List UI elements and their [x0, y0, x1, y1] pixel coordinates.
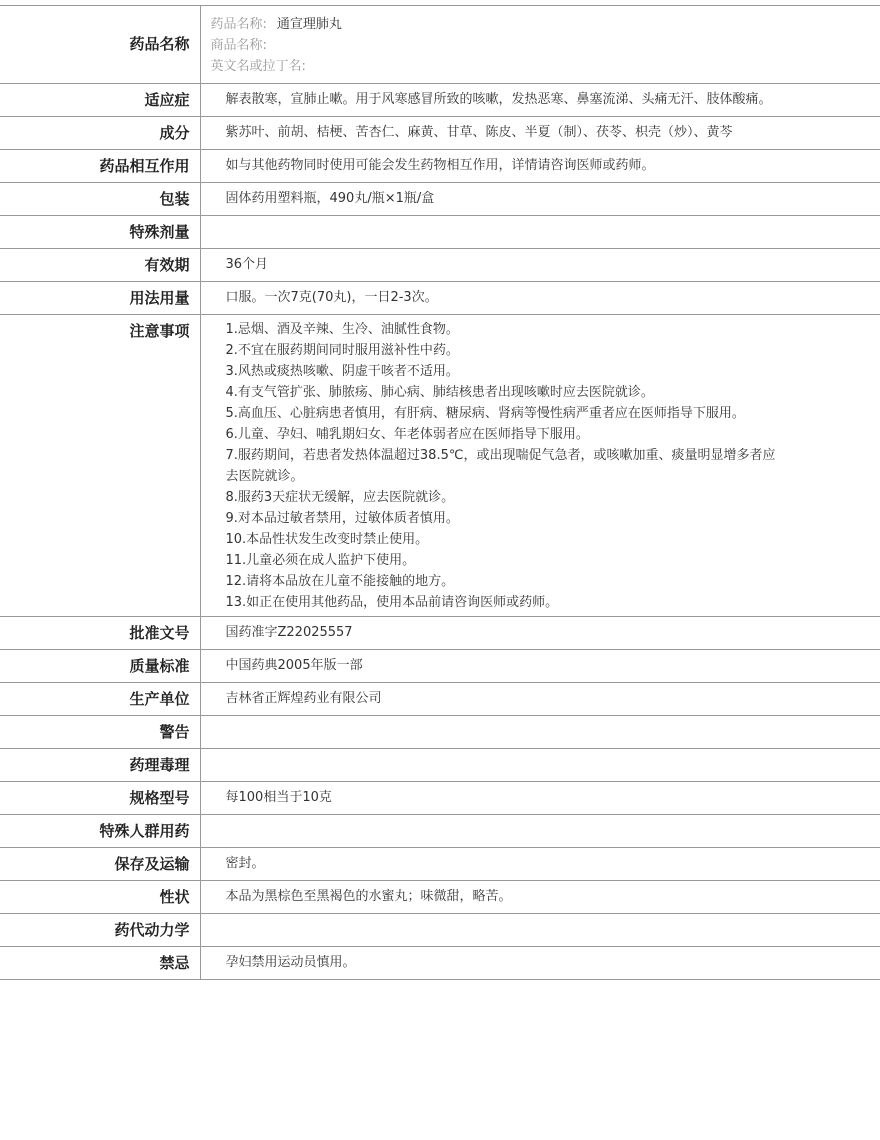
precaution-item: 7.服药期间，若患者发热体温超过38.5℃，或出现喘促气急者，或咳嗽加重、痰量明显增多者应去医院就诊。 — [225, 448, 776, 484]
precaution-item: 12.请将本品放在儿童不能接触的地方。 — [225, 574, 455, 589]
field-label: 药理毒理 — [0, 749, 200, 782]
row-precautions — [0, 315, 880, 617]
field-label: 警告 — [0, 716, 200, 749]
precaution-item: 5.高血压、心脏病患者慎用，有肝病、糖尿病、肾病等慢性病严重者应在医师指导下服用。 — [225, 406, 745, 421]
field-label: 适应症 — [0, 84, 200, 117]
precaution-item: 3.风热或痰热咳嗽、阴虚干咳者不适用。 — [225, 364, 459, 379]
specification-value: 每100相当于10克 — [200, 782, 880, 815]
precaution-item: 11.儿童必须在成人监护下使用。 — [225, 553, 416, 568]
dosage-value: 口服。一次7克(70丸)，一日2-3次。 — [200, 282, 880, 315]
shelf-life-value: 36个月 — [200, 249, 880, 282]
row-specification — [0, 782, 880, 815]
row-standard — [0, 650, 880, 683]
precaution-item: 9.对本品过敏者禁用，过敏体质者慎用。 — [225, 511, 459, 526]
row-special-dose — [0, 216, 880, 249]
row-interactions — [0, 150, 880, 183]
packaging-value: 固体药用塑料瓶，490丸/瓶×1瓶/盒 — [200, 183, 880, 216]
row-packaging — [0, 183, 880, 216]
ingredients-value: 紫苏叶、前胡、桔梗、苦杏仁、麻黄、甘草、陈皮、半夏（制）、茯苓、枳壳（炒）、黄芩 — [200, 117, 880, 150]
field-label: 用法用量 — [0, 282, 200, 315]
interactions-value: 如与其他药物同时使用可能会发生药物相互作用，详情请咨询医师或药师。 — [200, 150, 880, 183]
indications-value: 解表散寒，宣肺止嗽。用于风寒感冒所致的咳嗽，发热恶寒、鼻塞流涕、头痛无汗、肢体酸痛。 — [200, 84, 880, 117]
field-label: 注意事项 — [0, 315, 200, 617]
row-storage — [0, 848, 880, 881]
drug-name-value: 通宣理肺丸 — [276, 17, 342, 32]
precautions-list — [200, 315, 880, 617]
row-approval — [0, 617, 880, 650]
field-label: 性状 — [0, 881, 200, 914]
field-label: 保存及运输 — [0, 848, 200, 881]
row-ingredients — [0, 117, 880, 150]
trade-name-label: 商品名称: — [210, 38, 267, 53]
field-label: 有效期 — [0, 249, 200, 282]
warning-value — [200, 716, 880, 749]
drug-name-label: 药品名称: — [210, 17, 267, 32]
row-indications — [0, 84, 880, 117]
field-label: 特殊剂量 — [0, 216, 200, 249]
precaution-item: 6.儿童、孕妇、哺乳期妇女、年老体弱者应在医师指导下服用。 — [225, 427, 589, 442]
field-label: 规格型号 — [0, 782, 200, 815]
row-warning — [0, 716, 880, 749]
row-contraindications — [0, 947, 880, 980]
row-pharmacokinetics — [0, 914, 880, 947]
field-label: 特殊人群用药 — [0, 815, 200, 848]
contraindications-value: 孕妇禁用运动员慎用。 — [200, 947, 880, 980]
row-drug-name — [0, 6, 880, 84]
approval-value: 国药准字Z22025557 — [200, 617, 880, 650]
field-label: 生产单位 — [0, 683, 200, 716]
field-label: 成分 — [0, 117, 200, 150]
row-appearance — [0, 881, 880, 914]
special-groups-value — [200, 815, 880, 848]
precaution-item: 1.忌烟、酒及辛辣、生冷、油腻性食物。 — [225, 322, 459, 337]
field-label: 包装 — [0, 183, 200, 216]
drug-spec-table — [0, 5, 880, 980]
row-manufacturer — [0, 683, 880, 716]
field-label: 药品名称 — [0, 6, 200, 84]
appearance-value: 本品为黑棕色至黑褐色的水蜜丸；味微甜，略苦。 — [200, 881, 880, 914]
row-shelf-life — [0, 249, 880, 282]
field-label: 批准文号 — [0, 617, 200, 650]
drug-spec-sheet — [0, 5, 880, 980]
precaution-item: 2.不宜在服药期间同时服用滋补性中药。 — [225, 343, 459, 358]
field-label: 质量标准 — [0, 650, 200, 683]
field-label: 药品相互作用 — [0, 150, 200, 183]
row-special-groups — [0, 815, 880, 848]
precaution-item: 4.有支气管扩张、肺脓疡、肺心病、肺结核患者出现咳嗽时应去医院就诊。 — [225, 385, 654, 400]
field-label: 禁忌 — [0, 947, 200, 980]
row-pharmacology — [0, 749, 880, 782]
storage-value: 密封。 — [200, 848, 880, 881]
precaution-item: 8.服药3天症状无缓解，应去医院就诊。 — [225, 490, 455, 505]
precaution-item: 13.如正在使用其他药品，使用本品前请咨询医师或药师。 — [225, 595, 559, 610]
field-label: 药代动力学 — [0, 914, 200, 947]
english-name-label: 英文名或拉丁名: — [210, 59, 306, 74]
name-block — [200, 6, 880, 84]
row-dosage — [0, 282, 880, 315]
standard-value: 中国药典2005年版一部 — [200, 650, 880, 683]
manufacturer-value: 吉林省正辉煌药业有限公司 — [200, 683, 880, 716]
pharmacokinetics-value — [200, 914, 880, 947]
special-dose-value — [200, 216, 880, 249]
precaution-item: 10.本品性状发生改变时禁止使用。 — [225, 532, 429, 547]
pharmacology-value — [200, 749, 880, 782]
